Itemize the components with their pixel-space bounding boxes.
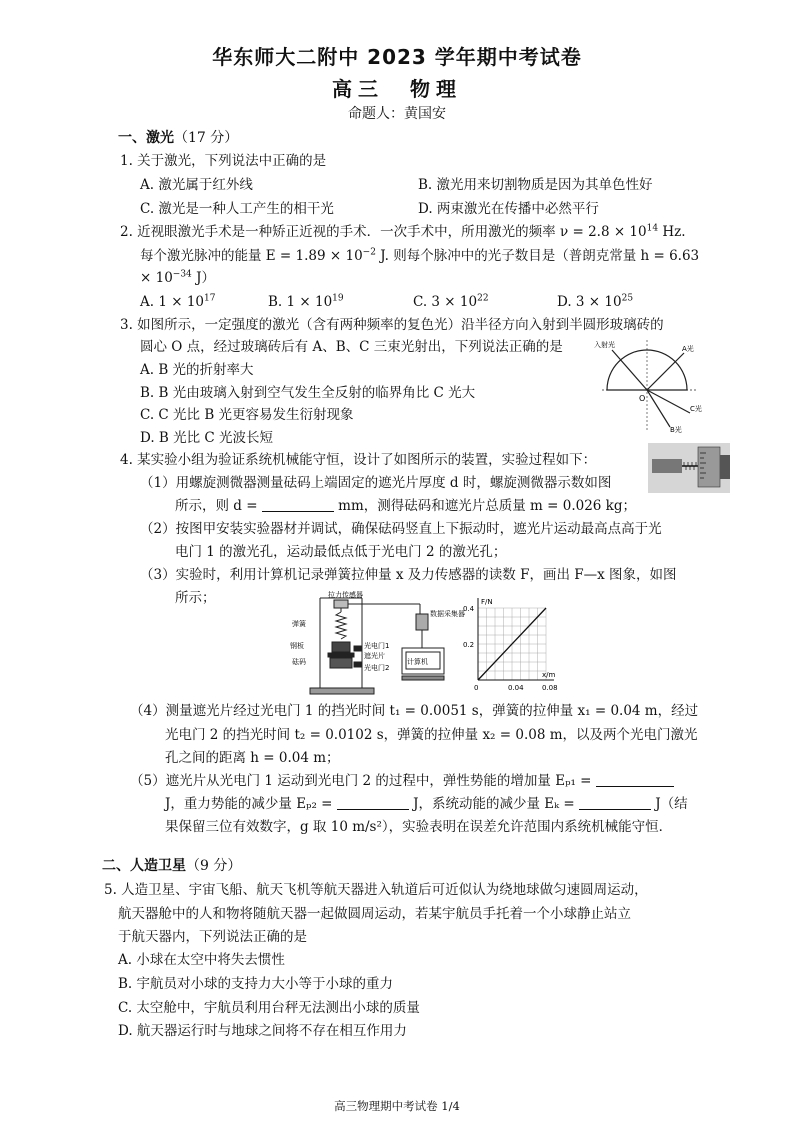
- label-spring: 弹簧: [292, 620, 306, 628]
- exam-title: 华东师大二附中 2023 学年期中考试卷: [212, 45, 582, 69]
- label-gate1: 光电门1: [364, 642, 390, 650]
- f-x-chart: [462, 592, 562, 694]
- q4-p2-line-2: 电门 1 的激光孔，运动最低点低于光电门 2 的激光孔；: [175, 544, 507, 560]
- label-c: C光: [690, 405, 702, 413]
- q5-option-c: C. 太空舱中，宇航员利用台秤无法测出小球的质量: [118, 1000, 420, 1016]
- answer-blank-ep2[interactable]: [337, 795, 409, 810]
- q2-line-3: × $10^{-34}$ J）: [140, 269, 215, 286]
- q3-line-1: 3. 如图所示，一定强度的激光（含有两种频率的复色光）沿半径方向入射到半圆形玻璃砖的: [120, 317, 664, 333]
- label-b: B光: [670, 426, 682, 434]
- q4-p3-line-2: 所示；: [175, 590, 216, 606]
- q5-line-3: 于航天器内，下列说法正确的是: [118, 929, 307, 945]
- q3-option-c: C. C 光比 B 光更容易发生衍射现象: [140, 407, 354, 423]
- label-a: A光: [682, 345, 694, 353]
- q4-p4-line-1: （4）测量遮光片经过光电门 1 的挡光时间 t₁ = 0.0051 s，弹簧的拉伸量 x₁ = 0.04 m，经过: [130, 703, 699, 719]
- q4-p5-line-2: J，重力势能的减少量 Eₚ₂ = J，系统动能的减少量 Eₖ = J（结: [165, 796, 688, 812]
- micrometer-figure: [648, 443, 730, 493]
- y-tick-label: 0.2: [463, 641, 475, 649]
- q4-p2-line-1: （2）按图甲安装实验器材并调试，确保砝码竖直上下振动时，遮光片运动最高点高于光: [140, 521, 662, 537]
- page-footer: 高三物理期中考试卷 1/4: [334, 1099, 460, 1113]
- section-points: （17 分）: [174, 130, 239, 146]
- section-heading-laser: [118, 128, 238, 150]
- q5-option-a: A. 小球在太空中将失去惯性: [118, 952, 285, 968]
- q5-line-1: 5. 人造卫星、宇宙飞船、航天飞机等航天器进入轨道后可近似认为绕地球做匀速圆周运动，: [104, 882, 648, 898]
- glass-brick-figure: [592, 335, 707, 435]
- x-tick-label: 0.04: [508, 684, 524, 692]
- section-points: （9 分）: [186, 858, 242, 874]
- section-label: 二、人造卫星: [102, 858, 186, 874]
- section-label: 一、激光: [118, 130, 174, 146]
- y-tick-label: 0.4: [463, 605, 475, 613]
- q1-option-d: D. 两束激光在传播中必然平行: [418, 201, 599, 217]
- answer-blank-ek[interactable]: [579, 795, 651, 810]
- section-heading-satellite: [102, 856, 241, 878]
- label-gate2: 光电门2: [364, 664, 390, 672]
- q2-option-a: A. $1 \times 10^{17}$: [140, 293, 216, 310]
- q1-option-b: B. 激光用来切割物质是因为其单色性好: [418, 177, 653, 193]
- exam-author: 命题人：黄国安: [348, 106, 446, 122]
- x-tick-label: 0.08: [542, 684, 558, 692]
- q1-option-a: A. 激光属于红外线: [140, 177, 253, 193]
- q4-p1-line-2: 所示，则 d = mm，测得砝码和遮光片总质量 m = 0.026 kg；: [175, 498, 636, 514]
- q4-p1-line-1: （1）用螺旋测微器测量砝码上端固定的遮光片厚度 d 时，螺旋测微器示数如图: [140, 475, 612, 491]
- label-frame: 钢板: [290, 642, 304, 650]
- q2-option-c: C. $3 \times 10^{22}$: [413, 293, 489, 310]
- x-axis-label: x/m: [542, 671, 556, 679]
- q4-p4-line-2: 光电门 2 的挡光时间 t₂ = 0.0102 s，弹簧的拉伸量 x₂ = 0.08 m，以及两个光电门激光: [165, 727, 698, 743]
- q1-stem: 1. 关于激光，下列说法中正确的是: [120, 153, 327, 169]
- q1-option-c: C. 激光是一种人工产生的相干光: [140, 201, 334, 217]
- q2-line-2: 每个激光脉冲的能量 $E = 1.89 \times 10^{-2}$ J. 则每个脉冲中的光子数目是（普朗克常量 h = 6.63: [140, 247, 700, 264]
- q3-option-b: B. B 光由玻璃入射到空气发生全反射的临界角比 C 光大: [140, 385, 476, 401]
- q5-option-d: D. 航天器运行时与地球之间将不存在相互作用力: [118, 1023, 407, 1039]
- label-incident: 入射光: [594, 341, 615, 349]
- q2-option-b: B. $1 \times 10^{19}$: [268, 293, 344, 310]
- label-sensor: 拉力传感器: [328, 591, 363, 599]
- apparatus-figure: [290, 590, 465, 702]
- label-shade: 遮光片: [364, 652, 385, 660]
- answer-blank-d[interactable]: [262, 497, 334, 512]
- label-weight: 砝码: [292, 658, 306, 666]
- q4-stem: 4. 某实验小组为验证系统机械能守恒，设计了如图所示的装置，实验过程如下：: [120, 452, 597, 468]
- ray-a: [647, 353, 684, 390]
- q4-p3-line-1: （3）实验时，利用计算机记录弹簧拉伸量 x 及力传感器的读数 F，画出 F—x 图象，如图: [140, 567, 677, 583]
- q3-option-a: A. B 光的折射率大: [140, 362, 254, 378]
- q5-line-2: 航天器舱中的人和物将随航天器一起做圆周运动，若某宇航员手托着一个小球静止站立: [118, 906, 631, 922]
- exam-subtitle: 高三 物理: [332, 77, 462, 101]
- incident-ray: [612, 350, 647, 390]
- q3-line-2: 圆心 O 点，经过玻璃砖后有 A、B、C 三束光射出，下列说法正确的是: [140, 339, 563, 355]
- y-axis-label: F/N: [481, 598, 493, 606]
- x-tick-label: 0: [474, 684, 479, 692]
- q2-line-1: 2. 近视眼激光手术是一种矫正近视的手术．一次手术中，所用激光的频率 $\nu = 2.8 \times 10^{14}$ Hz.: [120, 223, 686, 240]
- label-collector: 数据采集器: [430, 610, 465, 618]
- q4-p4-line-3: 孔之间的距离 h = 0.04 m；: [165, 750, 340, 766]
- label-computer: 计算机: [407, 658, 428, 666]
- q3-option-d: D. B 光比 C 光波长短: [140, 430, 274, 446]
- answer-blank-ep1[interactable]: [596, 772, 674, 787]
- q5-option-b: B. 宇航员对小球的支持力大小等于小球的重力: [118, 976, 394, 992]
- label-o: O: [639, 394, 646, 403]
- q2-option-d: D. $3 \times 10^{25}$: [557, 293, 634, 310]
- q4-p5-line-1: （5）遮光片从光电门 1 运动到光电门 2 的过程中，弹性势能的增加量 Eₚ₁ =: [130, 771, 674, 792]
- q4-p5-line-3: 果保留三位有效数字，g 取 10 m/s²），实验表明在误差允许范围内系统机械能守恒．: [165, 819, 673, 835]
